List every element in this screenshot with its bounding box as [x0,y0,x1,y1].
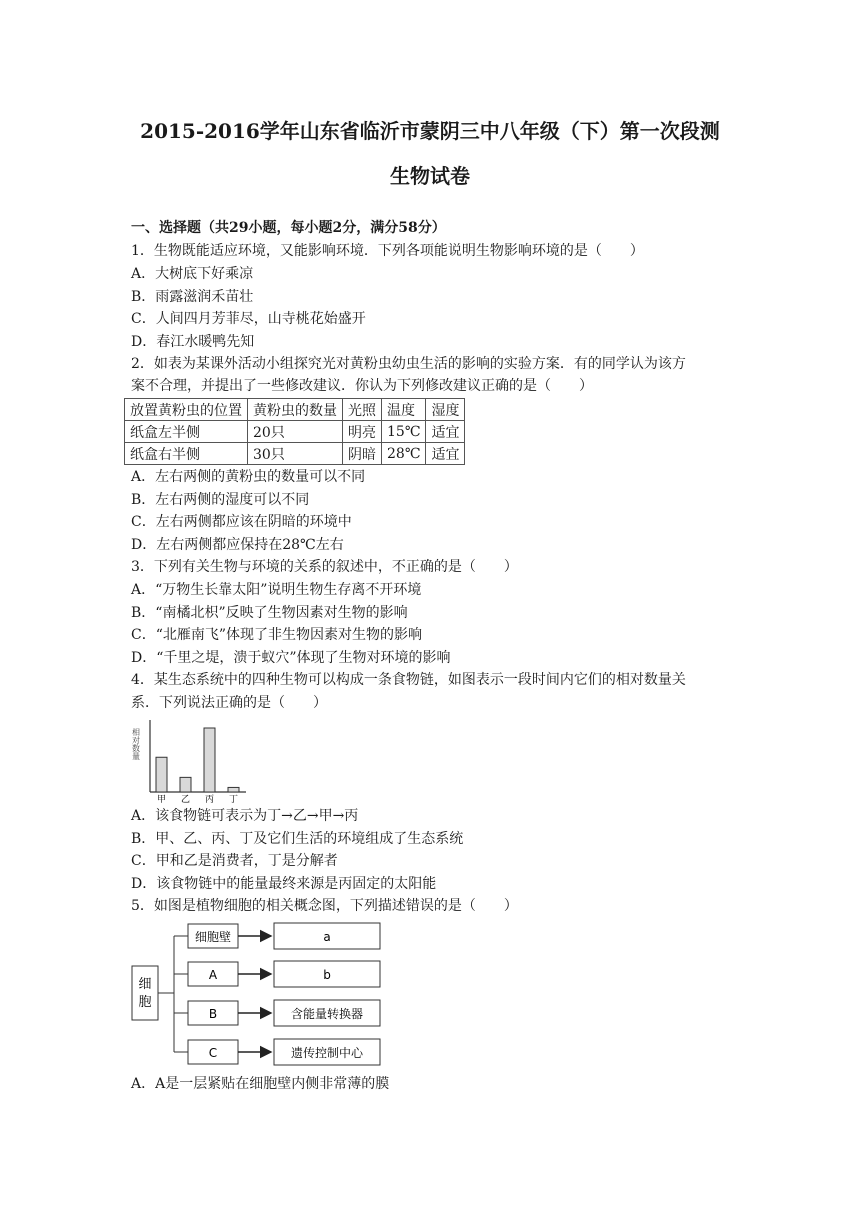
table-cell: 纸盒右半侧 [125,443,248,465]
q3-option-a: A．“万物生长靠太阳”说明生物生存离不开环境 [131,582,422,598]
table-header-cell: 放置黄粉虫的位置 [125,399,248,421]
table-header-cell: 黄粉虫的数量 [248,399,343,421]
node-b: B [208,1007,218,1021]
chart-category-label: 丁 [228,795,239,804]
node-small-a: a [323,930,331,944]
table-cell: 适宜 [426,421,465,443]
node-c: C [208,1046,218,1060]
cell-concept-diagram [128,918,398,1068]
q5-option-a: A．A是一层紧贴在细胞壁内侧非常薄的膜 [131,1076,390,1092]
q1-stem: 1．生物既能适应环境，又能影响环境．下列各项能说明生物影响环境的是（ ） [131,243,644,259]
chart-bar [156,757,167,792]
q2-stem-line1: 2．如表为某课外活动小组探究光对黄粉虫幼虫生活的影响的实验方案．有的同学认为该方 [131,356,686,372]
q2-option-c: C．左右两侧都应该在阴暗的环境中 [131,514,352,530]
q4-stem-line1: 4．某生态系统中的四种生物可以构成一条食物链，如图表示一段时间内它们的相对数量关 [131,672,686,688]
chart-category-label: 丙 [204,795,215,804]
title-line-1: 2015-2016学年山东省临沂市蒙阴三中八年级（下）第一次段测 [140,119,720,143]
q4-stem-line2: 系．下列说法正确的是（ ） [131,695,327,711]
node-genetic-control-center: 遗传控制中心 [290,1046,364,1060]
table-cell: 适宜 [426,443,465,465]
table-cell: 明亮 [343,421,382,443]
q2-stem-line2: 案不合理，并提出了一些修改建议．你认为下列修改建议正确的是（ ） [131,378,593,394]
table-header-cell: 光照 [343,399,382,421]
chart-category-label: 甲 [156,795,167,804]
q4-option-b: B．甲、乙、丙、丁及它们生活的环境组成了生态系统 [131,831,464,847]
q3-option-c: C．“北雁南飞”体现了非生物因素对生物的影响 [131,627,423,643]
q2-option-d: D．左右两侧都应保持在28℃左右 [131,537,344,553]
q1-option-d: D．春江水暖鸭先知 [131,334,255,350]
table-cell: 20只 [248,421,343,443]
q4-option-c: C．甲和乙是消费者，丁是分解者 [131,853,338,869]
q4-bar-chart [128,714,258,804]
table-header-cell: 湿度 [426,399,465,421]
q4-option-d: D．该食物链中的能量最终来源是丙固定的太阳能 [131,876,437,892]
root-node-label: 细胞 [138,977,152,1010]
chart-y-label: 相对数量 [131,728,141,760]
table-header-row [125,399,465,421]
table-row [125,421,465,443]
chart-bar [204,728,215,792]
chart-bar [228,787,239,792]
table-cell: 28℃ [382,443,426,465]
title-line-2: 生物试卷 [390,164,470,188]
node-cell-wall: 细胞壁 [194,930,232,944]
chart-bar [180,777,191,792]
q1-option-b: B．雨露滋润禾苗壮 [131,289,254,305]
q3-stem: 3．下列有关生物与环境的关系的叙述中，不正确的是（ ） [131,559,518,575]
section-heading: 一、选择题（共29小题，每小题2分，满分58分） [131,220,446,236]
table-cell: 阴暗 [343,443,382,465]
root-node-box [132,966,158,1020]
node-energy-converter: 含能量转换器 [290,1007,364,1021]
q2-option-b: B．左右两侧的湿度可以不同 [131,492,310,508]
q1-option-c: C．人间四月芳菲尽，山寺桃花始盛开 [131,311,366,327]
q3-option-d: D．“千里之堤，溃于蚁穴”体现了生物对环境的影响 [131,650,451,666]
q1-option-a: A．大树底下好乘凉 [131,266,254,282]
q4-option-a: A．该食物链可表示为丁→乙→甲→丙 [131,808,359,824]
experiment-table [124,398,465,465]
chart-category-label: 乙 [180,795,191,804]
q5-stem: 5．如图是植物细胞的相关概念图，下列描述错误的是（ ） [131,898,518,914]
node-small-b: b [323,968,331,982]
q3-option-b: B．“南橘北枳”反映了生物因素对生物的影响 [131,605,408,621]
table-cell: 30只 [248,443,343,465]
q2-option-a: A．左右两侧的黄粉虫的数量可以不同 [131,469,366,485]
table-header-cell: 温度 [382,399,426,421]
table-cell: 纸盒左半侧 [125,421,248,443]
table-row [125,443,465,465]
node-a: A [208,968,218,982]
table-cell: 15℃ [382,421,426,443]
